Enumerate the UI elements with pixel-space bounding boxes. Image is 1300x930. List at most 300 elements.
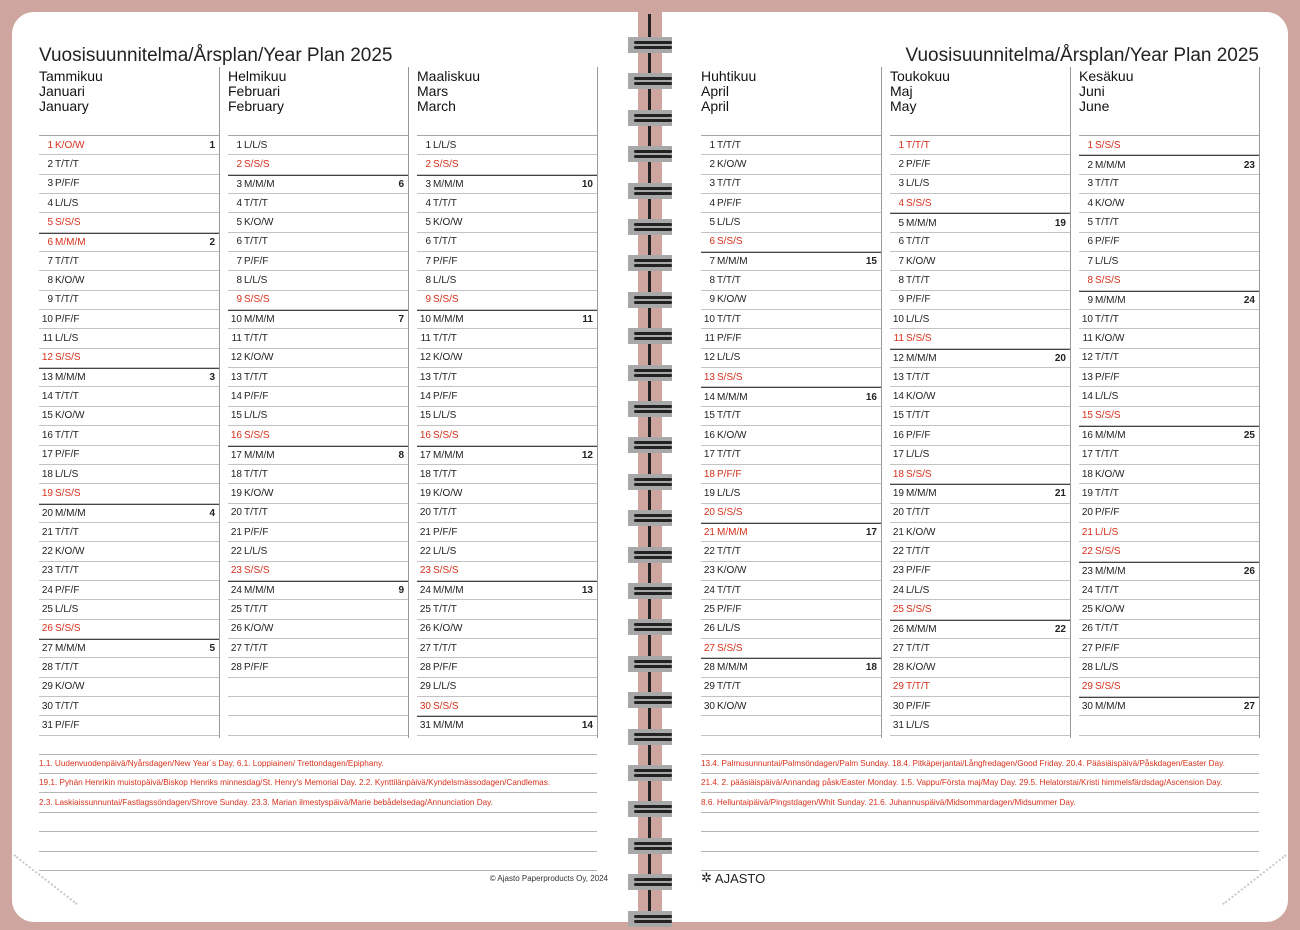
day-row[interactable] xyxy=(228,271,408,290)
day-row[interactable] xyxy=(1079,213,1259,232)
spiral-ring-icon xyxy=(628,73,672,89)
day-row[interactable] xyxy=(417,349,597,368)
day-row[interactable] xyxy=(39,310,219,329)
day-row[interactable] xyxy=(39,465,219,484)
weekday-letters: S/S/S xyxy=(55,217,81,229)
day-row[interactable] xyxy=(701,678,881,697)
day-row[interactable] xyxy=(417,678,597,697)
weekday-letters: K/O/W xyxy=(717,429,747,441)
day-row[interactable] xyxy=(1079,658,1259,677)
day-row[interactable] xyxy=(890,233,1070,252)
weekday-letters: T/T/T xyxy=(55,255,79,267)
day-row[interactable] xyxy=(417,562,597,581)
day-row[interactable] xyxy=(701,194,881,213)
day-row[interactable] xyxy=(417,716,597,735)
day-row[interactable] xyxy=(39,523,219,542)
day-row[interactable] xyxy=(890,658,1070,677)
day-row[interactable] xyxy=(417,620,597,639)
weekday-letters: L/L/S xyxy=(55,468,79,480)
day-row[interactable] xyxy=(228,465,408,484)
day-number: 5 xyxy=(47,217,53,229)
day-row[interactable] xyxy=(39,291,219,310)
day-row[interactable] xyxy=(701,523,881,542)
weekday-letters: T/T/T xyxy=(244,371,268,383)
day-row[interactable] xyxy=(417,155,597,174)
day-row[interactable] xyxy=(1079,600,1259,619)
day-row[interactable] xyxy=(228,194,408,213)
day-row[interactable] xyxy=(1079,271,1259,290)
day-row[interactable] xyxy=(890,697,1070,716)
day-number: 16 xyxy=(230,429,242,441)
day-row[interactable] xyxy=(890,349,1070,368)
weekday-letters: T/T/T xyxy=(717,410,741,422)
weekday-letters: M/M/M xyxy=(244,449,275,461)
day-number: 29 xyxy=(1081,681,1093,693)
day-row[interactable] xyxy=(39,426,219,445)
weekday-letters: T/T/T xyxy=(906,275,930,287)
day-number: 20 xyxy=(1081,507,1093,519)
day-row[interactable] xyxy=(39,697,219,716)
day-row[interactable] xyxy=(890,465,1070,484)
week-number: 27 xyxy=(1243,701,1255,713)
day-number: 15 xyxy=(703,410,715,422)
day-number: 16 xyxy=(1081,430,1093,442)
day-row[interactable] xyxy=(1079,542,1259,561)
day-number: 1 xyxy=(425,139,431,151)
day-row[interactable] xyxy=(228,504,408,523)
day-row[interactable] xyxy=(1079,678,1259,697)
day-number: 14 xyxy=(1081,391,1093,403)
day-row[interactable] xyxy=(701,271,881,290)
day-number: 17 xyxy=(1081,449,1093,461)
day-row[interactable] xyxy=(417,658,597,677)
spiral-ring-icon xyxy=(628,146,672,162)
day-row[interactable] xyxy=(39,716,219,735)
spiral-ring-icon xyxy=(628,437,672,453)
day-number: 25 xyxy=(41,603,53,615)
day-row[interactable] xyxy=(228,678,408,697)
day-row[interactable] xyxy=(417,329,597,348)
day-row[interactable] xyxy=(228,407,408,426)
day-number: 15 xyxy=(892,410,904,422)
day-row[interactable] xyxy=(228,581,408,600)
day-row[interactable] xyxy=(39,271,219,290)
day-row[interactable] xyxy=(228,252,408,271)
day-row[interactable] xyxy=(701,658,881,677)
day-row[interactable] xyxy=(417,523,597,542)
weekday-letters: M/M/M xyxy=(244,585,275,597)
weekday-letters: K/O/W xyxy=(433,487,463,499)
day-row[interactable] xyxy=(39,136,219,155)
week-number: 23 xyxy=(1243,159,1255,171)
day-row[interactable] xyxy=(701,426,881,445)
weekday-letters: M/M/M xyxy=(717,527,748,539)
day-row[interactable] xyxy=(890,291,1070,310)
day-row[interactable] xyxy=(417,465,597,484)
day-row[interactable] xyxy=(39,368,219,387)
day-row[interactable] xyxy=(39,562,219,581)
weekday-letters: K/O/W xyxy=(55,139,85,151)
day-row[interactable] xyxy=(1079,291,1259,310)
day-row[interactable] xyxy=(39,600,219,619)
weekday-letters: T/T/T xyxy=(1095,584,1119,596)
day-number: 11 xyxy=(893,333,904,345)
day-number: 15 xyxy=(1081,410,1093,422)
day-number: 21 xyxy=(419,526,431,538)
weekday-letters: P/F/F xyxy=(433,255,458,267)
day-row[interactable] xyxy=(890,213,1070,232)
day-row[interactable] xyxy=(890,581,1070,600)
day-row[interactable] xyxy=(701,542,881,561)
day-row[interactable] xyxy=(1079,407,1259,426)
weekday-letters: S/S/S xyxy=(244,294,270,306)
day-row[interactable] xyxy=(1079,387,1259,406)
day-row[interactable] xyxy=(228,562,408,581)
month-name-en: February xyxy=(228,98,285,114)
day-number: 1 xyxy=(898,139,904,151)
day-number: 10 xyxy=(892,313,904,325)
weekday-letters: S/S/S xyxy=(433,294,459,306)
day-row[interactable] xyxy=(417,697,597,716)
day-row[interactable] xyxy=(890,562,1070,581)
day-row[interactable] xyxy=(417,446,597,465)
day-number: 3 xyxy=(709,178,715,190)
day-row[interactable] xyxy=(228,639,408,658)
day-row[interactable] xyxy=(39,175,219,194)
asterisk-logo-icon: ✲ xyxy=(701,870,712,885)
day-row[interactable] xyxy=(39,658,219,677)
weekday-letters: K/O/W xyxy=(717,159,747,171)
day-row[interactable] xyxy=(890,194,1070,213)
day-row[interactable] xyxy=(701,639,881,658)
day-row[interactable] xyxy=(1079,136,1259,155)
day-row[interactable] xyxy=(701,446,881,465)
day-row[interactable] xyxy=(228,697,408,716)
weekday-letters: S/S/S xyxy=(1095,410,1121,422)
day-row[interactable] xyxy=(228,484,408,503)
day-row[interactable] xyxy=(701,465,881,484)
day-row[interactable] xyxy=(701,368,881,387)
day-row[interactable] xyxy=(39,233,219,252)
day-row[interactable] xyxy=(39,446,219,465)
day-row[interactable] xyxy=(39,407,219,426)
day-row[interactable] xyxy=(39,542,219,561)
day-row[interactable] xyxy=(1079,368,1259,387)
day-number: 27 xyxy=(892,642,904,654)
day-row[interactable] xyxy=(228,426,408,445)
day-row[interactable] xyxy=(1079,639,1259,658)
day-row[interactable] xyxy=(417,542,597,561)
day-row[interactable] xyxy=(417,368,597,387)
day-row[interactable] xyxy=(701,233,881,252)
day-row[interactable] xyxy=(39,581,219,600)
month-columns xyxy=(39,67,606,738)
day-number: 4 xyxy=(898,197,904,209)
day-row[interactable] xyxy=(417,194,597,213)
day-row[interactable] xyxy=(417,213,597,232)
day-row[interactable] xyxy=(1079,349,1259,368)
day-row[interactable] xyxy=(890,446,1070,465)
weekday-letters: T/T/T xyxy=(717,313,741,325)
day-row[interactable] xyxy=(1079,523,1259,542)
holiday-line: 19.1. Pyhän Henrikin muistopäivä/Biskop Henriks minnesdag/St. Henry's Memorial Day. 2.2. Kynttilänpäivä/Kyndelsmässodagen/Candlemas. xyxy=(39,774,597,794)
weekday-letters: K/O/W xyxy=(906,526,936,538)
weekday-letters: T/T/T xyxy=(244,333,268,345)
day-row[interactable] xyxy=(228,523,408,542)
weekday-letters: P/F/F xyxy=(717,603,742,615)
day-row[interactable] xyxy=(417,271,597,290)
weekday-letters: L/L/S xyxy=(906,584,930,596)
day-row[interactable] xyxy=(1079,562,1259,581)
day-number: 28 xyxy=(230,661,242,673)
week-number: 26 xyxy=(1243,565,1255,577)
day-row[interactable] xyxy=(1079,252,1259,271)
day-row[interactable] xyxy=(890,155,1070,174)
day-row[interactable] xyxy=(1079,329,1259,348)
day-row[interactable] xyxy=(39,387,219,406)
day-number: 6 xyxy=(898,236,904,248)
spiral-ring-icon xyxy=(628,328,672,344)
day-row[interactable] xyxy=(890,504,1070,523)
day-row[interactable] xyxy=(701,349,881,368)
day-row[interactable] xyxy=(701,252,881,271)
day-row[interactable] xyxy=(701,600,881,619)
weekday-letters: L/L/S xyxy=(244,410,268,422)
day-number: 6 xyxy=(1087,236,1093,248)
day-row[interactable] xyxy=(228,310,408,329)
weekday-letters: P/F/F xyxy=(55,449,80,461)
day-number: 25 xyxy=(892,603,904,615)
day-number: 12 xyxy=(892,352,904,364)
weekday-letters: S/S/S xyxy=(244,429,270,441)
day-row[interactable] xyxy=(701,310,881,329)
day-row[interactable] xyxy=(1079,155,1259,174)
day-row[interactable] xyxy=(1079,620,1259,639)
day-row[interactable] xyxy=(890,175,1070,194)
day-row[interactable] xyxy=(1079,446,1259,465)
day-row[interactable] xyxy=(1079,465,1259,484)
weekday-letters: P/F/F xyxy=(717,468,742,480)
weekday-letters: P/F/F xyxy=(906,159,931,171)
day-number: 14 xyxy=(419,391,431,403)
day-row[interactable] xyxy=(228,658,408,677)
day-number: 12 xyxy=(230,352,242,364)
weekday-letters: P/F/F xyxy=(244,661,269,673)
day-row[interactable] xyxy=(1079,175,1259,194)
day-row[interactable] xyxy=(1079,716,1259,735)
day-row[interactable] xyxy=(890,523,1070,542)
day-row[interactable] xyxy=(701,329,881,348)
day-row[interactable] xyxy=(1079,426,1259,445)
week-number: 20 xyxy=(1054,352,1066,364)
day-row[interactable] xyxy=(417,233,597,252)
day-number: 2 xyxy=(236,159,242,171)
day-row[interactable] xyxy=(39,194,219,213)
weekday-letters: T/T/T xyxy=(55,391,79,403)
day-row[interactable] xyxy=(417,310,597,329)
day-row[interactable] xyxy=(417,600,597,619)
day-row[interactable] xyxy=(890,678,1070,697)
holiday-line: 21.4. 2. pääsiäispäivä/Annandag påsk/Easter Monday. 1.5. Vappu/Första maj/May Day. 29.5. Helatorstai/Kristi himmelsfärdsdag/Ascension Day. xyxy=(701,774,1259,794)
day-row[interactable] xyxy=(417,581,597,600)
day-row[interactable] xyxy=(890,426,1070,445)
day-row[interactable] xyxy=(1079,194,1259,213)
day-number: 24 xyxy=(230,585,242,597)
day-row[interactable] xyxy=(890,484,1070,503)
day-row[interactable] xyxy=(890,620,1070,639)
day-row[interactable] xyxy=(39,678,219,697)
day-row[interactable] xyxy=(228,368,408,387)
day-number: 12 xyxy=(419,352,431,364)
day-row[interactable] xyxy=(228,155,408,174)
day-row[interactable] xyxy=(39,620,219,639)
day-row[interactable] xyxy=(228,329,408,348)
day-row[interactable] xyxy=(417,407,597,426)
day-row[interactable] xyxy=(228,213,408,232)
day-number: 12 xyxy=(703,352,715,364)
day-row[interactable] xyxy=(890,271,1070,290)
day-row[interactable] xyxy=(39,349,219,368)
day-row[interactable] xyxy=(701,175,881,194)
day-number: 22 xyxy=(892,545,904,557)
weekday-letters: L/L/S xyxy=(717,623,741,635)
day-number: 26 xyxy=(41,623,53,635)
day-row[interactable] xyxy=(890,600,1070,619)
day-row[interactable] xyxy=(701,155,881,174)
day-row[interactable] xyxy=(701,620,881,639)
weekday-letters: T/T/T xyxy=(244,197,268,209)
day-row[interactable] xyxy=(228,387,408,406)
day-row[interactable] xyxy=(39,329,219,348)
day-row[interactable] xyxy=(228,175,408,194)
day-row[interactable] xyxy=(417,252,597,271)
day-row[interactable] xyxy=(39,252,219,271)
day-number: 29 xyxy=(892,681,904,693)
day-row[interactable] xyxy=(890,387,1070,406)
week-number: 21 xyxy=(1054,488,1066,500)
weekday-letters: L/L/S xyxy=(906,313,930,325)
day-row[interactable] xyxy=(228,349,408,368)
day-row[interactable] xyxy=(228,620,408,639)
day-row[interactable] xyxy=(417,484,597,503)
day-row[interactable] xyxy=(1079,310,1259,329)
month-name-sv: Juni xyxy=(1079,83,1105,99)
day-row[interactable] xyxy=(1079,233,1259,252)
day-row[interactable] xyxy=(701,581,881,600)
day-number: 16 xyxy=(419,429,431,441)
day-number: 28 xyxy=(892,661,904,673)
day-row[interactable] xyxy=(701,291,881,310)
day-row[interactable] xyxy=(228,291,408,310)
day-row[interactable] xyxy=(1079,581,1259,600)
day-list xyxy=(890,135,1070,736)
day-row[interactable] xyxy=(701,136,881,155)
day-row[interactable] xyxy=(890,136,1070,155)
holiday-line: 1.1. Uudenvuodenpäivä/Nyårsdagen/New Year´s Day. 6.1. Loppiainen/ Trettondagen/Epiphany. xyxy=(39,754,597,774)
weekday-letters: M/M/M xyxy=(717,662,748,674)
day-row[interactable] xyxy=(228,233,408,252)
day-row[interactable] xyxy=(890,639,1070,658)
weekday-letters: T/T/T xyxy=(1095,352,1119,364)
spiral-ring-icon xyxy=(628,656,672,672)
day-row[interactable] xyxy=(417,175,597,194)
day-row[interactable] xyxy=(417,504,597,523)
day-row[interactable] xyxy=(701,697,881,716)
day-row[interactable] xyxy=(417,136,597,155)
month-name-fi: Toukokuu xyxy=(890,68,950,84)
day-row[interactable] xyxy=(890,407,1070,426)
weekday-letters: S/S/S xyxy=(433,565,459,577)
day-row[interactable] xyxy=(701,213,881,232)
day-row[interactable] xyxy=(890,329,1070,348)
day-row[interactable] xyxy=(228,542,408,561)
day-row[interactable] xyxy=(228,716,408,735)
day-row[interactable] xyxy=(890,368,1070,387)
day-row[interactable] xyxy=(228,600,408,619)
day-number: 6 xyxy=(425,236,431,248)
day-number: 8 xyxy=(1087,275,1093,287)
month-name-sv: April xyxy=(701,83,730,99)
day-number: 10 xyxy=(1081,313,1093,325)
day-row[interactable] xyxy=(701,387,881,406)
day-row[interactable] xyxy=(39,504,219,523)
day-number: 22 xyxy=(41,545,53,557)
day-number: 1 xyxy=(1087,139,1093,151)
day-row[interactable] xyxy=(890,716,1070,735)
day-row[interactable] xyxy=(890,542,1070,561)
day-row[interactable] xyxy=(1079,504,1259,523)
weekday-letters: K/O/W xyxy=(55,275,85,287)
weekday-letters: P/F/F xyxy=(906,294,931,306)
weekday-letters: K/O/W xyxy=(244,217,274,229)
day-row[interactable] xyxy=(417,387,597,406)
day-row[interactable] xyxy=(39,484,219,503)
day-row[interactable] xyxy=(701,484,881,503)
weekday-letters: S/S/S xyxy=(244,565,270,577)
day-row[interactable] xyxy=(890,252,1070,271)
weekday-letters: P/F/F xyxy=(244,391,269,403)
day-row[interactable] xyxy=(701,716,881,735)
day-number: 3 xyxy=(236,178,242,190)
weekday-letters: S/S/S xyxy=(717,507,743,519)
day-row[interactable] xyxy=(39,213,219,232)
day-row[interactable] xyxy=(1079,697,1259,716)
day-row[interactable] xyxy=(228,446,408,465)
day-row[interactable] xyxy=(701,407,881,426)
day-row[interactable] xyxy=(417,639,597,658)
day-row[interactable] xyxy=(701,562,881,581)
day-row[interactable] xyxy=(228,136,408,155)
spiral-ring-icon xyxy=(628,911,672,927)
day-number: 20 xyxy=(703,507,715,519)
weekday-letters: M/M/M xyxy=(433,449,464,461)
day-row[interactable] xyxy=(39,155,219,174)
month-name-sv: Mars xyxy=(417,83,449,99)
weekday-letters: T/T/T xyxy=(717,681,741,693)
day-row[interactable] xyxy=(39,639,219,658)
weekday-letters: M/M/M xyxy=(55,643,86,655)
left-page xyxy=(12,12,638,922)
day-row[interactable] xyxy=(890,310,1070,329)
day-row[interactable] xyxy=(417,426,597,445)
day-number: 29 xyxy=(419,681,431,693)
day-row[interactable] xyxy=(417,291,597,310)
day-list xyxy=(228,135,408,736)
day-number: 10 xyxy=(41,313,53,325)
week-number: 12 xyxy=(581,449,593,461)
day-row[interactable] xyxy=(701,504,881,523)
day-row[interactable] xyxy=(1079,484,1259,503)
